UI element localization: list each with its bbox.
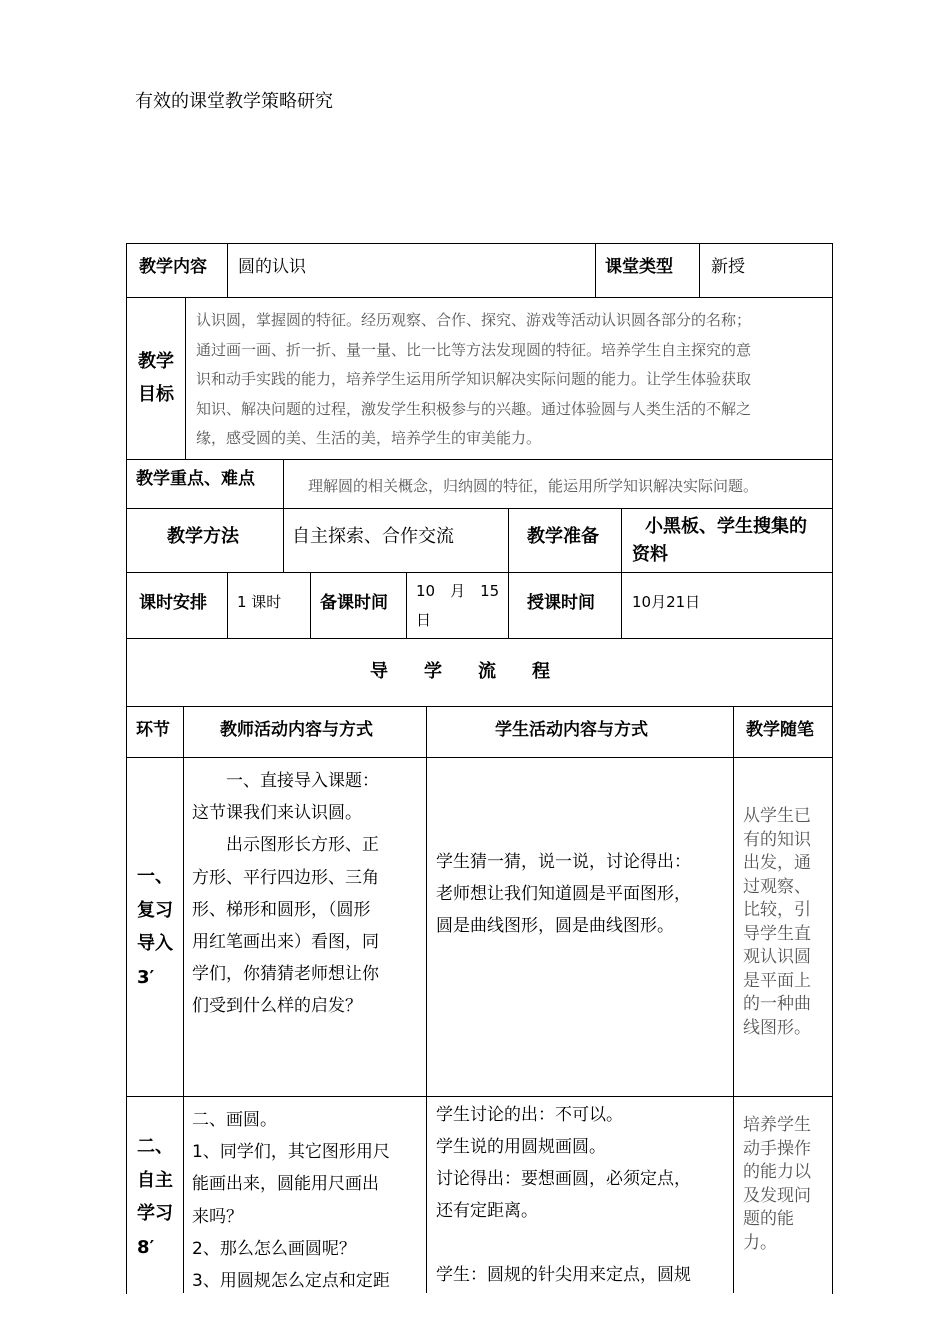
note-line: 观认识圆: [743, 947, 811, 967]
class-type-value: 新授: [711, 257, 745, 277]
note-line: 从学生已: [743, 806, 811, 826]
teacher-line: 出示图形长方形、正: [192, 835, 379, 856]
note-line: 的能力以: [743, 1162, 811, 1182]
cell-divider: [508, 508, 509, 572]
note-line: 及发现问: [743, 1185, 811, 1206]
prep-time-value: [416, 577, 499, 635]
preparation-line: 资料: [632, 544, 668, 565]
stage-2-notes: [743, 1114, 811, 1255]
note-line: 动手操作: [743, 1138, 811, 1159]
stage-2-teacher: [192, 1104, 390, 1297]
cell-divider: [733, 706, 734, 1293]
note-line: 力。: [743, 1232, 777, 1253]
col-header-teacher: 教师活动内容与方式: [220, 720, 373, 740]
teaching-content-label: 教学内容: [139, 257, 207, 277]
note-line: 过观察、: [743, 876, 811, 897]
row-divider: [126, 706, 832, 707]
goals-line: 知识、解决问题的过程，激发学生积极参与的兴趣。通过体验圆与人类生活的不解之: [196, 399, 752, 418]
prep-time-label: 备课时间: [320, 593, 388, 613]
teacher-line: 形、梯形和圆形，（圆形: [192, 899, 371, 920]
cell-divider: [310, 572, 311, 638]
cell-divider: [621, 508, 622, 572]
page-header-title: 有效的课堂教学策略研究: [135, 91, 333, 112]
teacher-line: 一、直接导入课题：: [192, 771, 379, 791]
preparation-label: 教学准备: [527, 526, 599, 547]
student-spacer: [436, 1227, 691, 1259]
student-line: 还有定距离。: [436, 1201, 538, 1221]
teacher-line: 1、同学们，其它图形用尺: [192, 1142, 390, 1163]
hours-label: 课时安排: [139, 593, 207, 613]
cell-divider: [426, 706, 427, 1293]
flow-title: 导 学 流 程: [370, 661, 550, 682]
stage-label-line: 复习: [137, 899, 173, 921]
note-line: 出发，通: [743, 853, 811, 873]
stage-2-student: [436, 1099, 691, 1291]
preparation-value: [632, 513, 807, 569]
note-line: 比较，引: [743, 900, 811, 920]
teaching-content-value: 圆的认识: [238, 257, 306, 277]
method-label: 教学方法: [167, 526, 239, 547]
stage-label-line: 二、: [137, 1136, 173, 1157]
note-line: 导学生直: [743, 923, 811, 944]
stage-label-line: 一、: [137, 866, 173, 887]
cell-divider: [283, 508, 284, 572]
hours-value: 1 课时: [237, 593, 282, 611]
col-header-notes: 教学随笔: [746, 720, 814, 740]
stage-1-notes: [743, 805, 811, 1040]
goals-line: 通过画一画、折一折、量一量、比一比等方法发现圆的特征。培养学生自主探究的意: [196, 340, 752, 359]
row-divider: [126, 757, 832, 758]
key-points-label: 教学重点、难点: [136, 469, 255, 489]
goals-label-line: 教学: [138, 351, 174, 372]
teacher-line: 二、画圆。: [192, 1110, 277, 1130]
stage-label-line: 导入: [137, 933, 173, 954]
teacher-line: 方形、平行四边形、三角: [192, 867, 379, 888]
note-line: 线图形。: [743, 1017, 811, 1038]
prep-time-line: 10 月 15: [416, 582, 500, 600]
note-line: 题的能: [743, 1209, 794, 1229]
note-line: 是平面上: [743, 970, 811, 991]
cell-divider: [406, 572, 407, 638]
stage-label-line: 自主: [137, 1169, 173, 1191]
teacher-line: 用红笔画出来）看图，同: [192, 932, 379, 953]
teacher-line: 来吗？: [192, 1206, 243, 1227]
cell-divider: [227, 572, 228, 638]
stage-label-line: 学习: [137, 1203, 173, 1224]
row-divider: [126, 297, 832, 298]
teacher-line: 学们，你猜猜老师想让你: [192, 964, 379, 985]
col-header-stage: 环节: [136, 720, 170, 740]
cell-divider: [621, 572, 622, 638]
cell-divider: [699, 243, 700, 297]
row-divider: [126, 508, 832, 509]
stage-1-teacher: [192, 765, 379, 1023]
student-line: 讨论得出：要想画圆，必须定点，: [436, 1169, 691, 1189]
cell-divider: [227, 243, 228, 297]
cell-divider: [595, 243, 596, 297]
cell-divider: [508, 572, 509, 638]
student-line: 圆是曲线图形，圆是曲线图形。: [436, 916, 674, 936]
stage-2-label: [137, 1130, 173, 1264]
teacher-line: 能画出来，圆能用尺画出: [192, 1174, 379, 1195]
student-line: 学生讨论的出：不可以。: [436, 1105, 623, 1125]
class-type-label: 课堂类型: [605, 257, 673, 277]
method-value: 自主探索、合作交流: [292, 526, 454, 547]
goals-text: [196, 306, 751, 454]
row-divider: [126, 1096, 832, 1097]
key-points-text: 理解圆的相关概念，归纳圆的特征，能运用所学知识解决实际问题。: [308, 477, 759, 495]
prep-time-line: 日: [416, 611, 432, 629]
teacher-line: 3、用圆规怎么定点和定距: [192, 1271, 390, 1292]
cell-divider: [185, 297, 186, 459]
student-line: 学生：圆规的针尖用来定点，圆规: [436, 1265, 691, 1285]
teach-time-label: 授课时间: [527, 593, 595, 613]
goals-label: [138, 345, 174, 412]
note-line: 培养学生: [743, 1115, 811, 1135]
note-line: 有的知识: [743, 829, 811, 850]
student-line: 老师想让我们知道圆是平面图形，: [436, 884, 691, 904]
goals-line: 识和动手实践的能力，培养学生运用所学知识解决实际问题的能力。让学生体验获取: [196, 370, 752, 388]
stage-label-line: 3′: [137, 966, 155, 988]
preparation-line: 小黑板、学生搜集的: [645, 516, 807, 537]
teach-time-value: 10月21日: [632, 593, 701, 611]
stage-1-student: [436, 846, 691, 942]
row-divider: [126, 572, 832, 573]
goals-line: 认识圆，掌握圆的特征。经历观察、合作、探究、游戏等活动认识圆各部分的名称；: [196, 311, 752, 329]
student-line: 学生说的用圆规画圆。: [436, 1137, 606, 1157]
teacher-line: 们受到什么样的启发？: [192, 996, 362, 1017]
note-line: 的一种曲: [743, 994, 811, 1014]
teacher-line: 2、那么怎么画圆呢？: [192, 1238, 356, 1259]
cell-divider: [183, 706, 184, 1293]
teacher-line: 这节课我们来认识圆。: [192, 803, 362, 824]
goals-label-line: 目标: [138, 384, 174, 406]
stage-1-label: [137, 860, 173, 994]
row-divider: [126, 638, 832, 639]
goals-line: 缘，感受圆的美、生活的美，培养学生的审美能力。: [196, 429, 542, 447]
student-line: 学生猜一猜，说一说，讨论得出：: [436, 852, 691, 872]
cell-divider: [283, 459, 284, 508]
row-divider: [126, 459, 832, 460]
stage-label-line: 8′: [137, 1236, 155, 1258]
col-header-student: 学生活动内容与方式: [495, 720, 648, 740]
